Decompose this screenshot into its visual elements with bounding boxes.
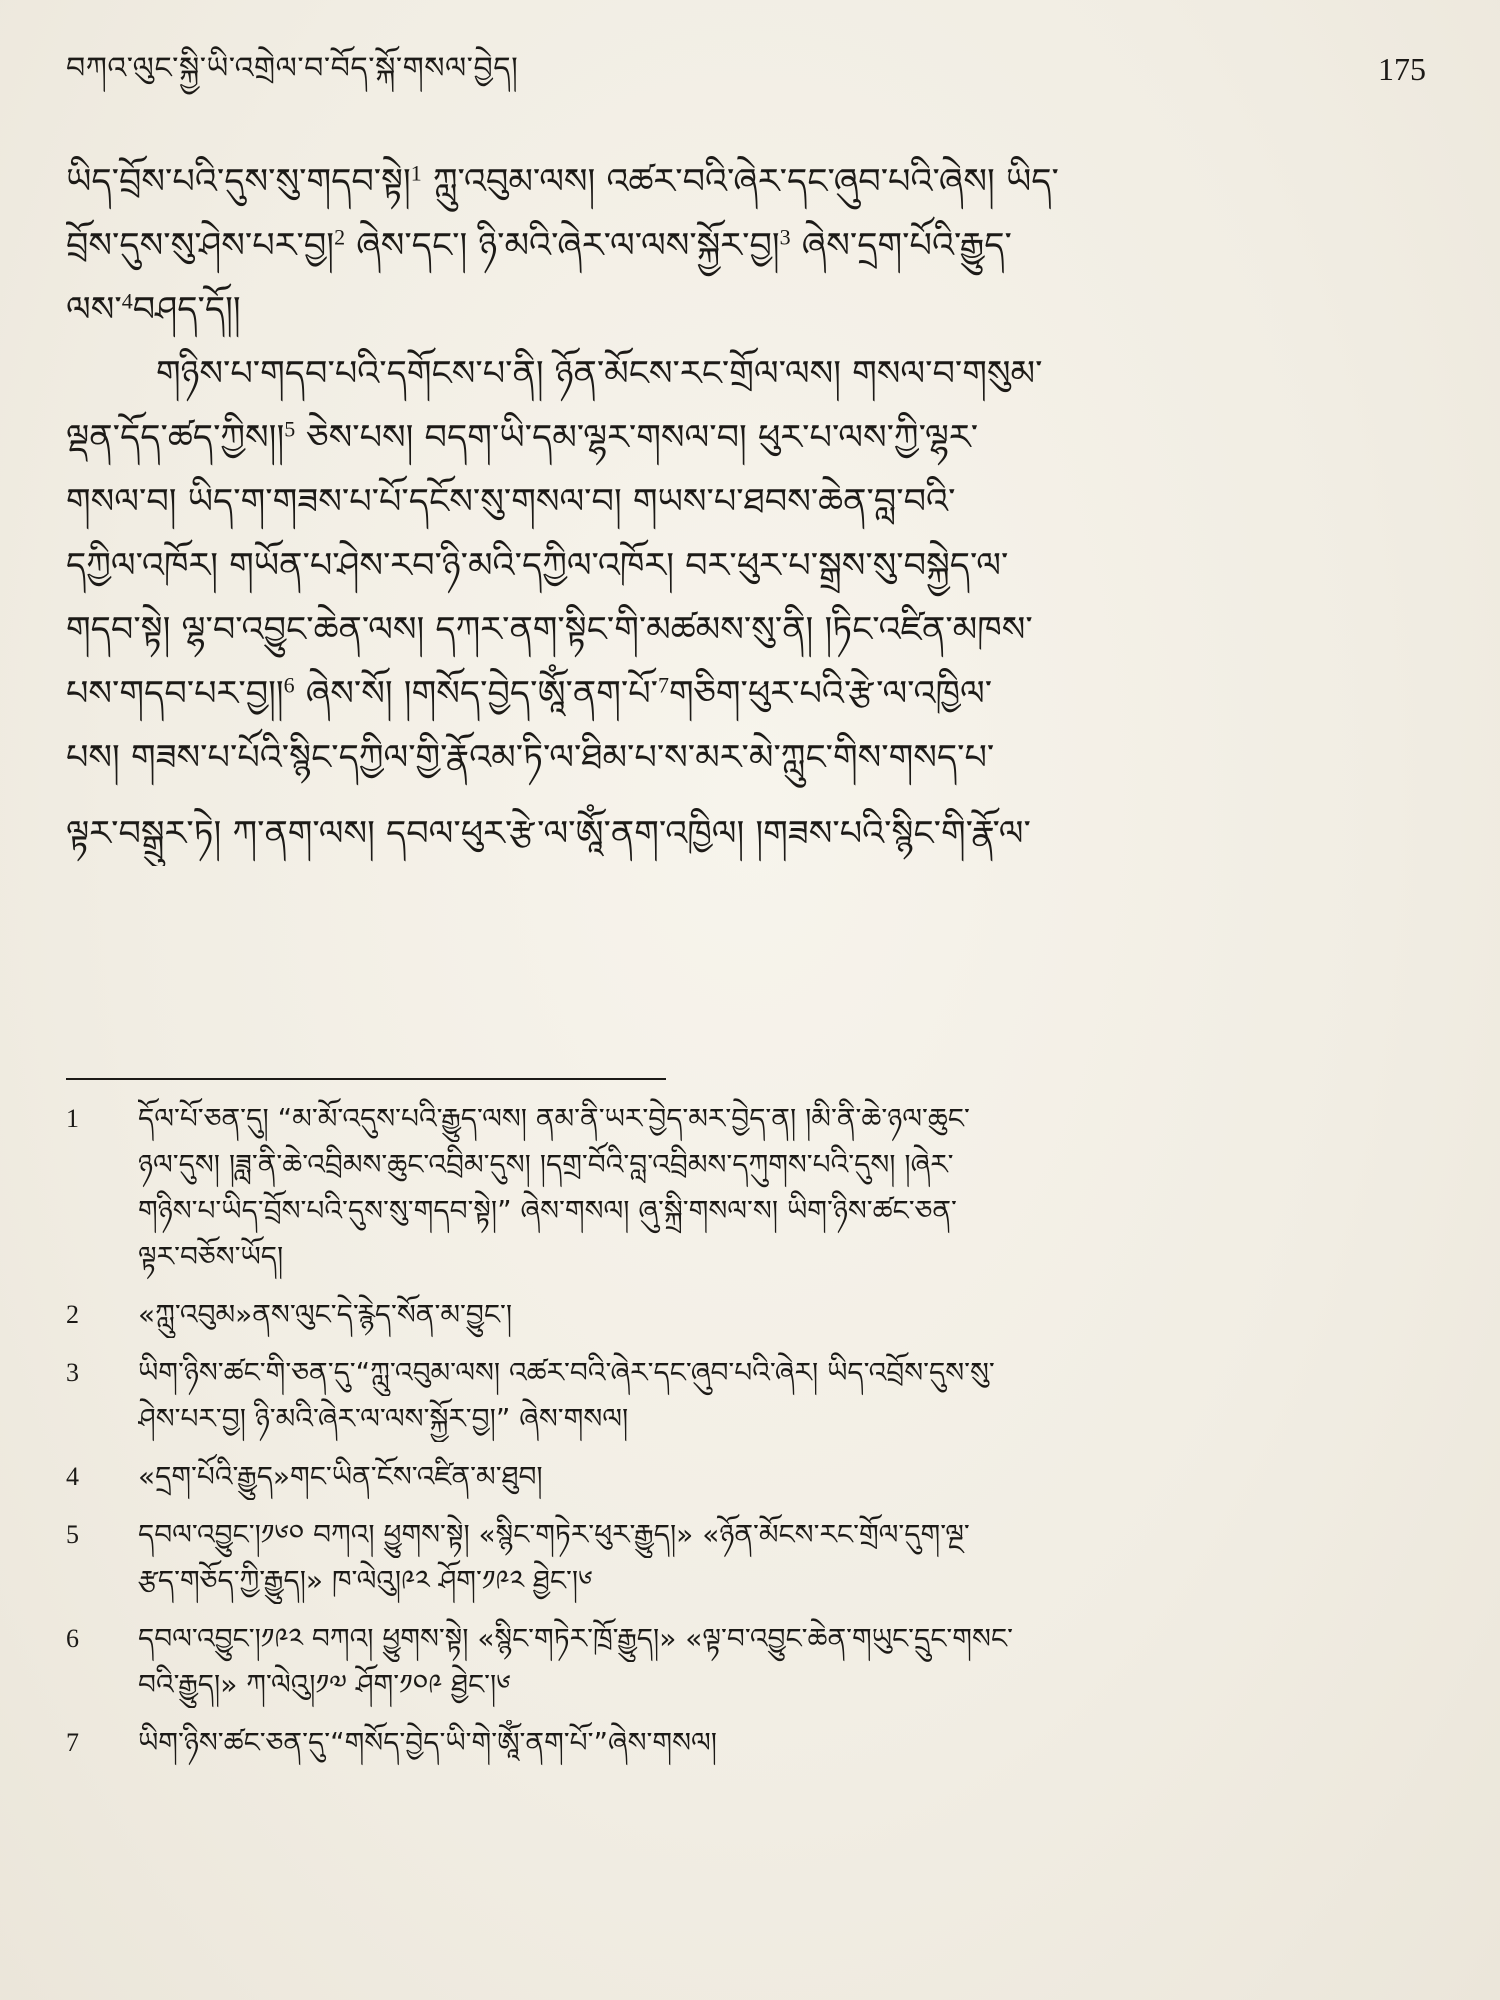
body-line bbox=[66, 342, 1426, 406]
body-line bbox=[66, 470, 1426, 534]
body-text-segment: ཞེས་སོ། །གསོད་བྱེད་ཨཱོཾ་ནག་པོ་ bbox=[294, 674, 658, 714]
body-line bbox=[66, 662, 1426, 726]
body-line bbox=[66, 726, 1426, 790]
body-text-segment: བྲོས་དུས་སུ་ཤེས་པར་བྱ། bbox=[66, 226, 335, 266]
footnote-number: 7 bbox=[66, 1728, 79, 1757]
footnote bbox=[66, 1512, 1426, 1604]
footnote-text: ཡིག་ཉིས་ཚང་གི་ཅན་དུ་“ཀླུ་འབུམ་ལས། འཚར་བའི་ཞེར་དང་ཞུབ་པའི་ཞེར། ཡིད་འབྲོས་དུས་སུ་ bbox=[138, 1356, 995, 1389]
footnote-text: ལྟར་བཅོས་ཡོད། bbox=[138, 1240, 284, 1273]
footnote bbox=[66, 1096, 1426, 1280]
footnote-divider bbox=[66, 1078, 666, 1080]
body-text-segment: ཞེས་དྲག་པོའི་རྒྱུད་ bbox=[790, 226, 1012, 266]
footnote-number: 6 bbox=[66, 1624, 79, 1653]
footnote bbox=[66, 1720, 1426, 1766]
footnote-text: ཤེས་པར་བྱ། ཉི་མའི་ཞེར་ལ་ལས་སྐྱོར་བྱ།” ཞེས་གསལ། bbox=[138, 1402, 629, 1435]
footnote-marker: 6 bbox=[283, 672, 295, 698]
body-line bbox=[66, 802, 1426, 866]
footnote-text: «དྲག་པོའི་རྒྱུད»གང་ཡིན་ངོས་འཛིན་མ་ཐུབ། bbox=[138, 1460, 543, 1493]
footnote-number: 5 bbox=[66, 1520, 79, 1549]
footnote-number: 2 bbox=[66, 1300, 79, 1329]
footnote bbox=[66, 1616, 1426, 1708]
footnote-text: དབལ་འབྱུང་།༡༦༠ བཀའ། ཕྱུགས་སྟེ། «སྙིང་གཏེར་ཕུར་རྒྱུད།» «ཉོན་མོངས་རང་གྲོལ་དུག་ལྔ་ bbox=[138, 1518, 970, 1551]
body-text-segment: གཅིག་ཕུར་པའི་རྩེ་ལ་འཁྱིལ་ bbox=[669, 674, 993, 714]
footnote-text: གཉིས་པ་ཡིད་བྲོས་པའི་དུས་སུ་གདབ་སྟེ།” ཞེས་གསལ། ཞུ་སྐྲི་གསལ་ས། ཡིག་ཉིས་ཚང་ཅན་ bbox=[138, 1194, 957, 1227]
footnote-number: 4 bbox=[66, 1462, 79, 1491]
footnote-text: ཉལ་དུས། །ཟླ་ནི་ཆེ་འབྲིམས་ཆུང་འབྲིམ་དུས། །དགྲ་བོའི་བླ་འབྲིམས་དཀུགས་པའི་དུས། །ཞེར་ bbox=[138, 1148, 954, 1181]
body-text-segment: ཞེས་དང་། ཉི་མའི་ཞེར་ལ་ལས་སྐྱོར་བྱ། bbox=[345, 226, 780, 266]
page-number: 175 bbox=[1378, 51, 1426, 87]
footnote-text: བའི་རྒྱུད།» ཀ་ལེའུ།༡༧ ཤོག་༡༠༩ ཐྱེང་།༦ bbox=[138, 1668, 511, 1701]
footnote-marker: 2 bbox=[334, 224, 346, 250]
footnote-text: དབལ་འབྱུང་།༡༩༢ བཀའ། ཕྱུགས་སྟེ། «སྙིང་གཏེར་ཁྲོ་རྒྱུད།» «ལྟ་བ་འབྱུང་ཆེན་གཡུང་དྲུང་གསང་ bbox=[138, 1622, 1013, 1655]
footnote-text: རྩད་གཅོད་ཀྱི་རྒྱུད།» ཁ་ལེའུ།༩༢ ཤོག་༡༩༢ ཐྱེང་།༦ bbox=[138, 1564, 593, 1597]
footnote bbox=[66, 1454, 1426, 1500]
footnote-marker: 7 bbox=[658, 672, 669, 698]
body-line bbox=[66, 534, 1426, 598]
running-head bbox=[66, 44, 1426, 94]
body-text-segment: གདབ་སྟེ། ལྷ་བ་འབྱུང་ཆེན་ལས། དཀར་ནག་སྟིང་གི་མཚམས་སུ་ནི། །ཏིང་འཛིན་མཁས་ bbox=[66, 610, 1033, 650]
footnote bbox=[66, 1350, 1426, 1442]
footnote-text: དོལ་པོ་ཅན་དུ། “མ་མོ་འདུས་པའི་རྒྱུད་ལས། ནམ་ནི་ཡར་བྱེད་མར་བྱེད་ན། །མི་ནི་ཆེ་ཉལ་ཆུང་ bbox=[138, 1102, 970, 1135]
body-line bbox=[66, 406, 1426, 470]
footnote-marker: 5 bbox=[284, 416, 296, 442]
body-line bbox=[66, 278, 1426, 342]
running-title: བཀའ་ལུང་སྐྱི་ཡི་འགྲེལ་བ་བོད་སྐོ་གསལ་བྱེད། bbox=[66, 51, 519, 86]
footnotes bbox=[66, 1096, 1426, 1778]
body-text-segment: དཀྱིལ་འཁོར། གཡོན་པ་ཤེས་རབ་ཉི་མའི་དཀྱིལ་འཁོར། བར་ཕུར་པ་སྒྲས་སུ་བསྐྱེད་ལ་ bbox=[66, 546, 1009, 586]
body-text-segment: བཤད་དོ།། bbox=[132, 290, 241, 330]
body-line bbox=[66, 214, 1426, 278]
footnote-number: 3 bbox=[66, 1358, 79, 1387]
body-line bbox=[66, 150, 1426, 214]
body-text-segment: ལྟར་བསྒྲུར་ཏེ། ཀ་ནག་ལས། དབལ་ཕུར་རྩེ་ལ་ཨཱོཾ་ནག་འཁྱིལ། །གཟས་པའི་སྙིང་གི་རྣོ་ལ་ bbox=[66, 814, 1031, 854]
body-text-segment: གསལ་བ། ཡིད་ག་གཟས་པ་པོ་དངོས་སུ་གསལ་བ། གཡས་པ་ཐབས་ཆེན་བླ་བའི་ bbox=[66, 482, 956, 522]
main-text bbox=[66, 150, 1426, 866]
body-line bbox=[66, 598, 1426, 662]
footnote-text: ཡིག་ཉིས་ཚང་ཅན་དུ་“གསོད་བྱེད་ཡི་གེ་ཨཱོཾ་ནག་པོ་”ཞེས་གསལ། bbox=[138, 1726, 717, 1759]
body-text-segment: པས་གདབ་པར་བྱ།། bbox=[66, 674, 284, 714]
footnote-text: «ཀླུ་འབུམ»ནས་ལུང་དེ་རྙེད་སོན་མ་བྱུང་། bbox=[138, 1298, 513, 1331]
body-text-segment: ལྡན་དོད་ཚད་ཀྱིས།། bbox=[66, 418, 285, 458]
body-text-segment: པས། གཟས་པ་པོའི་སྙིང་དཀྱིལ་གྱི་རྣོའམ་ཏི་ལ་ཐིམ་པ་ས་མར་མེ་ཀླུང་གིས་གསད་པ་ bbox=[66, 738, 995, 778]
footnote bbox=[66, 1292, 1426, 1338]
body-text-segment: ལས་ bbox=[66, 290, 122, 330]
footnote-marker: 4 bbox=[121, 288, 133, 314]
footnote-number: 1 bbox=[66, 1104, 79, 1133]
footnote-marker: 1 bbox=[410, 160, 422, 186]
body-text-segment: ཡིད་བྲོས་པའི་དུས་སུ་གདབ་སྟེ། bbox=[66, 162, 411, 202]
body-text-segment: ཅེས་པས། བདག་ཡི་དམ་ལྷར་གསལ་བ། ཕུར་པ་ལས་ཀྱི་ལྷར་ bbox=[295, 418, 979, 458]
body-text-segment: གཉིས་པ་གདབ་པའི་དགོངས་པ་ནི། ཉོན་མོངས་རང་གྲོལ་ལས། གསལ་བ་གསུམ་ bbox=[156, 354, 1043, 394]
footnote-marker: 3 bbox=[779, 224, 791, 250]
body-text-segment: ཀླུ་འབུམ་ལས། འཚར་བའི་ཞེར་དང་ཞུབ་པའི་ཞེས། ཡིད་ bbox=[421, 162, 1059, 202]
